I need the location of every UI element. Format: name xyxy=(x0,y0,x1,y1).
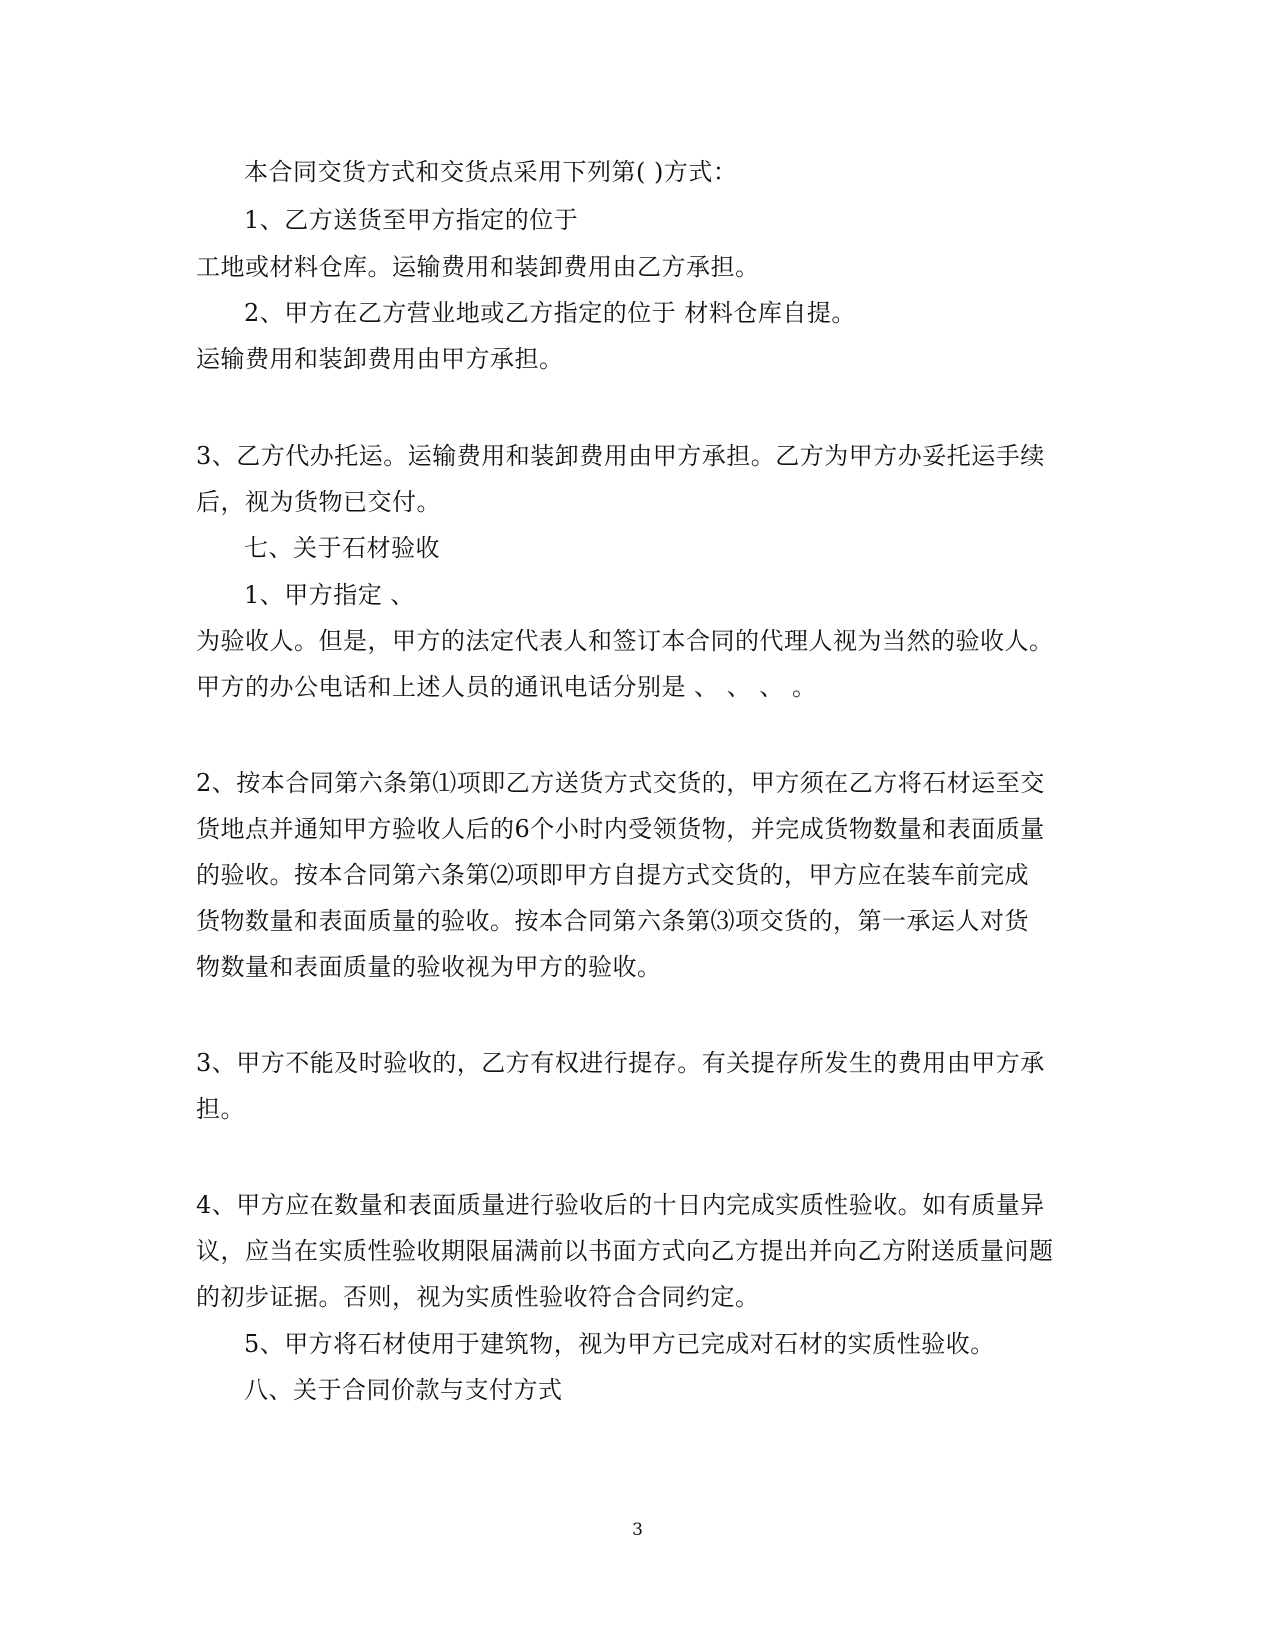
paragraph-line: 为验收人。但是，甲方的法定代表人和签订本合同的代理人视为当然的验收人。 xyxy=(196,627,1054,655)
section-heading: 八、关于合同价款与支付方式 xyxy=(244,1376,563,1404)
paragraph-line: 的初步证据。否则，视为实质性验收符合合同约定。 xyxy=(196,1283,760,1311)
paragraph-line: 担。 xyxy=(196,1095,245,1123)
paragraph-line: 后，视为货物已交付。 xyxy=(196,488,441,516)
paragraph-line: 1、乙方送货至甲方指定的位于 xyxy=(244,206,579,234)
paragraph-line: 运输费用和装卸费用由甲方承担。 xyxy=(196,345,564,373)
paragraph-line: 1、甲方指定 、 xyxy=(244,581,415,609)
paragraph-line: 货地点并通知甲方验收人后的6个小时内受领货物，并完成货物数量和表面质量 xyxy=(196,815,1045,843)
paragraph-line: 议，应当在实质性验收期限届满前以书面方式向乙方提出并向乙方附送质量问题 xyxy=(196,1237,1054,1265)
paragraph-line: 货物数量和表面质量的验收。按本合同第六条第⑶项交货的，第一承运人对货 xyxy=(196,907,1029,935)
paragraph-line: 3、乙方代办托运。运输费用和装卸费用由甲方承担。乙方为甲方办妥托运手续 xyxy=(196,442,1045,470)
paragraph-line: 工地或材料仓库。运输费用和装卸费用由乙方承担。 xyxy=(196,253,760,281)
paragraph-line: 2、按本合同第六条第⑴项即乙方送货方式交货的，甲方须在乙方将石材运至交 xyxy=(196,769,1045,797)
paragraph-line: 5、甲方将石材使用于建筑物，视为甲方已完成对石材的实质性验收。 xyxy=(244,1330,995,1358)
paragraph-line: 本合同交货方式和交货点采用下列第( )方式： xyxy=(244,158,738,186)
paragraph-line: 3、甲方不能及时验收的，乙方有权进行提存。有关提存所发生的费用由甲方承 xyxy=(196,1049,1045,1077)
paragraph-line: 甲方的办公电话和上述人员的通讯电话分别是 、 、 、 。 xyxy=(196,673,817,701)
paragraph-line: 2、甲方在乙方营业地或乙方指定的位于 材料仓库自提。 xyxy=(244,299,856,327)
paragraph-line: 物数量和表面质量的验收视为甲方的验收。 xyxy=(196,953,662,981)
page-number: 3 xyxy=(632,1520,643,1540)
section-heading: 七、关于石材验收 xyxy=(244,534,440,562)
paragraph-line: 4、甲方应在数量和表面质量进行验收后的十日内完成实质性验收。如有质量异 xyxy=(196,1191,1045,1219)
paragraph-line: 的验收。按本合同第六条第⑵项即甲方自提方式交货的，甲方应在装车前完成 xyxy=(196,861,1029,889)
